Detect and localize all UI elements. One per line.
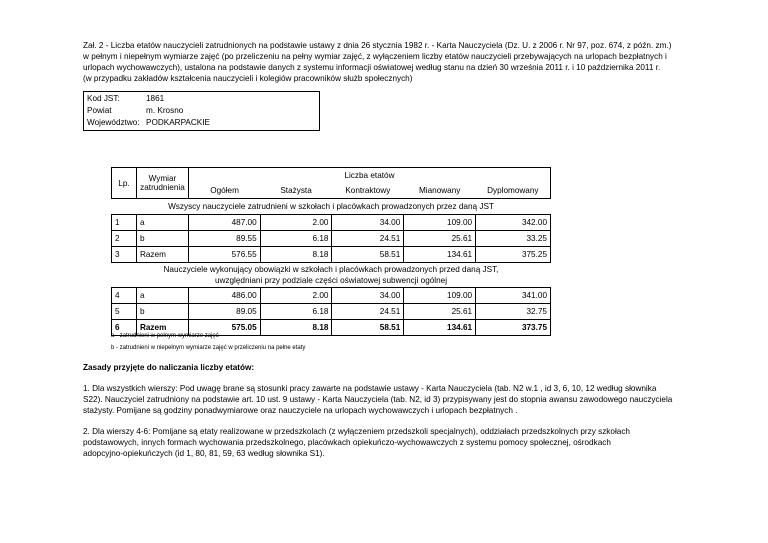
cell-kontraktowy: 34.00 (332, 215, 404, 231)
wojewodztwo-label: Województwo: (87, 118, 140, 127)
row-wymiar: b (136, 231, 188, 247)
row-lp: 2 (112, 231, 137, 247)
rule-line: 2. Dla wierszy 4-6: Pomijane są etaty realizowane w przedszkolach (z wyłączeniem przedszkoli specjalnych), oddziałach przedszkolnych przy szkołach (83, 427, 630, 436)
cell-stazysta: 8.18 (260, 320, 332, 336)
rule-line: podstawowych, innych formach wychowania przedszkolnego, placówkach opiekuńczo-wychowawczych z systemu pomocy społecznej, ośrodkach (83, 438, 611, 447)
cell-ogolem: 487.00 (188, 215, 260, 231)
lp-header: Lp. (112, 168, 137, 199)
cell-stazysta: 6.18 (260, 231, 332, 247)
section-line: uwzględniani przy podziale części oświatowej subwencji ogólnej (214, 276, 448, 285)
cell-ogolem: 486.00 (188, 288, 260, 304)
section-header-subwencja (112, 263, 551, 288)
jst-info-box (83, 91, 320, 131)
row-lp: 1 (112, 215, 137, 231)
table-row (112, 288, 551, 304)
cell-ogolem: 576.55 (188, 247, 260, 263)
cell-stazysta: 6.18 (260, 304, 332, 320)
cell-mianowany: 134.61 (404, 247, 476, 263)
cell-ogolem: 89.55 (188, 231, 260, 247)
header-line: (w przypadku zakładów kształcenia nauczycieli i kolegiów pracowników służb społecznych) (83, 74, 413, 83)
table-row (112, 215, 551, 231)
row-wymiar: b (136, 304, 188, 320)
document-header (83, 40, 703, 84)
liczba-etatow-header: Liczba etatów (188, 168, 550, 184)
row-lp: 5 (112, 304, 137, 320)
table-row (112, 247, 551, 263)
cell-kontraktowy: 24.51 (332, 231, 404, 247)
header-line: Zał. 2 - Liczba etatów nauczycieli zatrudnionych na podstawie ustawy z dnia 26 stycznia 1982 r. - Karta Nauczyciela (Dz. U. z 2006 r. Nr 97, poz. 674, z późn. zm.) (83, 41, 672, 50)
row-wymiar: Razem (136, 247, 188, 263)
table-row (112, 231, 551, 247)
cell-ogolem: 89.05 (188, 304, 260, 320)
col-stazysta: Stażysta (260, 183, 332, 199)
col-kontraktowy: Kontraktowy (332, 183, 404, 199)
rule-line: S22). Nauczyciel zatrudniony na podstawie art. 10 ust. 9 ustawy - Karta Nauczyciela (tab. N2, id 3) przypisywany jest do stopnia awansu zawodowego nauczyciela (83, 395, 673, 404)
powiat-label: Powiat (87, 106, 112, 115)
cell-dyplomowany: 375.25 (476, 247, 551, 263)
cell-stazysta: 2.00 (260, 215, 332, 231)
col-mianowany: Mianowany (404, 183, 476, 199)
cell-dyplomowany: 342.00 (476, 215, 551, 231)
wojewodztwo-value: PODKARPACKIE (146, 118, 210, 127)
cell-stazysta: 8.18 (260, 247, 332, 263)
cell-dyplomowany: 341.00 (476, 288, 551, 304)
powiat-value: m. Krosno (146, 106, 184, 115)
rule-paragraph-2 (83, 426, 703, 459)
cell-mianowany: 25.61 (404, 231, 476, 247)
rule-line: 1. Dla wszystkich wierszy: Pod uwagę brane są stosunki pracy zawarte na podstawie ustawy - Karta Nauczyciela (tab. N2 w.1 , id 3, 6, 10, 12 według słownika (83, 384, 657, 393)
rule-line: stażysty. Pomijane są godziny ponadwymiarowe oraz nauczyciele na urlopach wychowawczych i urlopach bezpłatnych . (83, 406, 518, 415)
cell-stazysta: 2.00 (260, 288, 332, 304)
row-wymiar: a (136, 215, 188, 231)
etaty-table (111, 167, 551, 336)
kod-value: 1861 (146, 94, 165, 103)
note-b: b - zatrudnieni w niepełnym wymiarze zajęć w przeliczeniu na pełne etaty (111, 345, 306, 351)
cell-kontraktowy: 58.51 (332, 320, 404, 336)
col-dyplomowany: Dyplomowany (476, 183, 551, 199)
row-wymiar: a (136, 288, 188, 304)
header-line: urlopach wychowawczych), ustalona na podstawie danych z systemu informacji oświatowej według stanu na dzień 30 września 2011 r. i 10 października 2011 r. (83, 63, 661, 72)
cell-kontraktowy: 58.51 (332, 247, 404, 263)
note-a: a - zatrudnieni w pełnym wymiarze zajęć (111, 333, 219, 339)
section-line: Nauczyciele wykonujący obowiązki w szkołach i placówkach prowadzonych przed daną JST, (163, 265, 499, 274)
rule-line: adopcyjno-opiekuńczych (id 1, 80, 81, 59, 63 według słownika S1). (83, 449, 325, 458)
header-line: w pełnym i niepełnym wymiarze zajęć (po przeliczeniu na pełny wymiar zajęć, z wyłączeniem liczby etatów nauczycieli przebywających na urlopach bezpłatnych i (83, 52, 667, 61)
rules-title: Zasady przyjęte do naliczania liczby etatów: (83, 363, 255, 372)
section-header-all: Wszyscy nauczyciele zatrudnieni w szkołach i placówkach prowadzonych przez daną JST (112, 199, 551, 215)
wymiar-header: Wymiar zatrudnienia (136, 168, 188, 199)
rule-paragraph-1 (83, 383, 703, 416)
kod-label: Kod JST: (87, 94, 120, 103)
cell-kontraktowy: 24.51 (332, 304, 404, 320)
cell-dyplomowany: 32.75 (476, 304, 551, 320)
cell-kontraktowy: 34.00 (332, 288, 404, 304)
cell-dyplomowany: 33.25 (476, 231, 551, 247)
row-lp: 4 (112, 288, 137, 304)
cell-mianowany: 134.61 (404, 320, 476, 336)
cell-dyplomowany: 373.75 (476, 320, 551, 336)
cell-mianowany: 109.00 (404, 215, 476, 231)
cell-ogolem: 575.05 (188, 320, 260, 336)
row-wymiar: Razem (136, 320, 188, 336)
row-lp: 6 (112, 320, 137, 336)
cell-mianowany: 25.61 (404, 304, 476, 320)
col-ogolem: Ogółem (188, 183, 260, 199)
table-row (112, 304, 551, 320)
row-lp: 3 (112, 247, 137, 263)
cell-mianowany: 109.00 (404, 288, 476, 304)
